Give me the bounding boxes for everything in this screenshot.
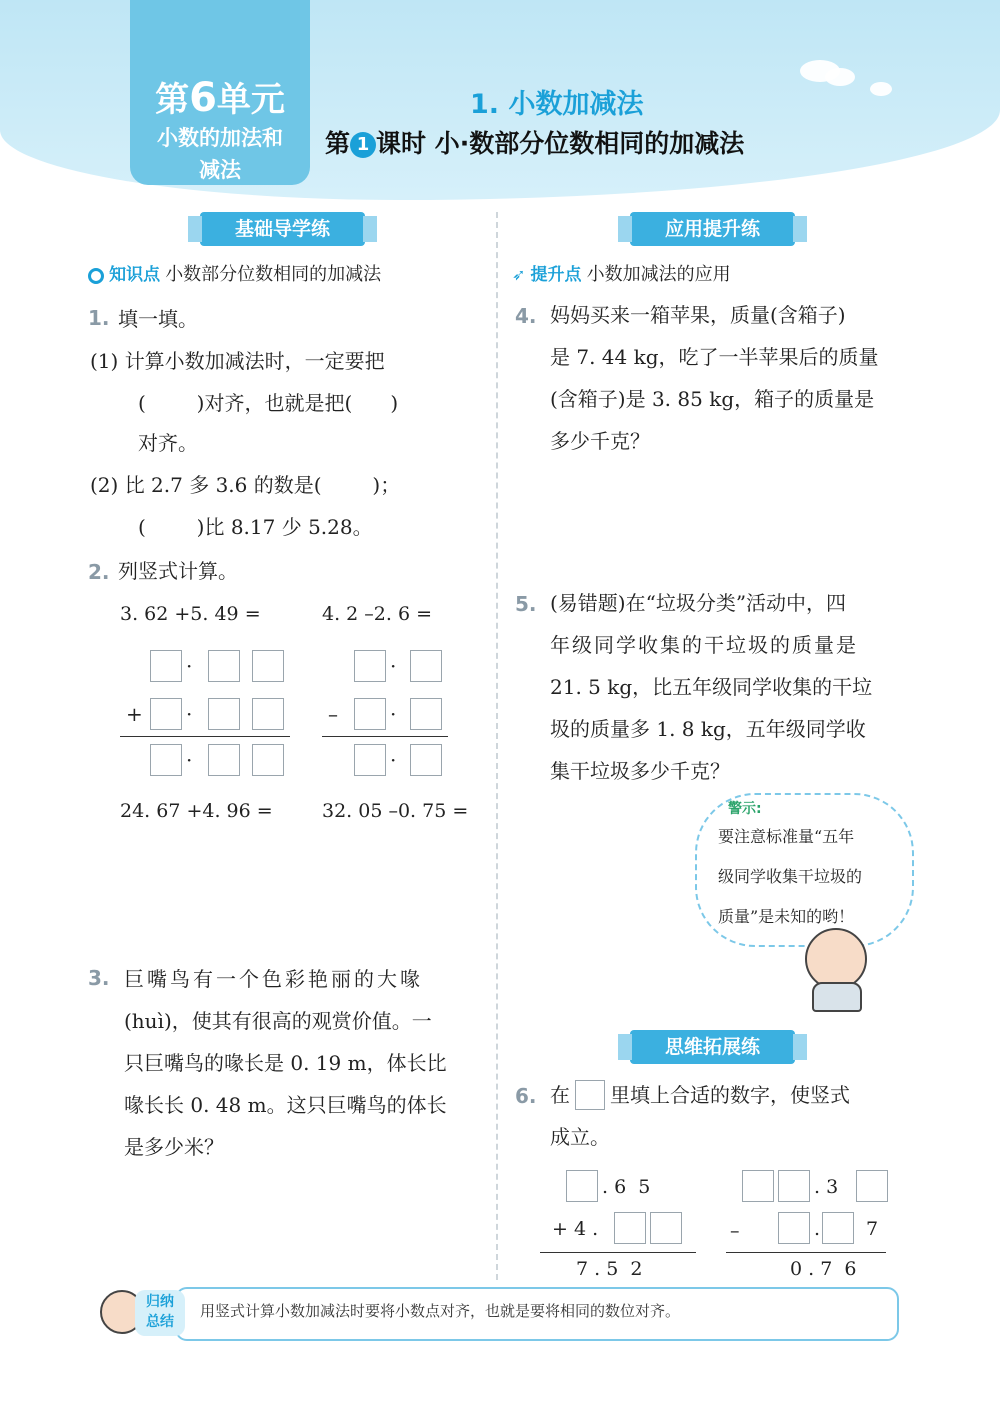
minus-sign: – [328,702,338,726]
calc-rule [322,736,448,737]
q2-title: 列竖式计算。 [118,559,238,583]
q4-line4: 多少千克？ [550,429,650,453]
cartoon-boy-avatar [805,928,867,990]
q5-line1: (易错题)在“垃圾分类”活动中，四 [550,591,847,615]
q3-line4: 喙长长 0. 48 m。这只巨嘴鸟的体长 [124,1093,447,1117]
tip-line1: 要注意标准量“五年 [718,827,855,846]
answer-box[interactable] [354,698,386,730]
q6-a-top: . 6 5 [602,1176,651,1198]
decimal-point: · [186,654,193,678]
period-title [325,124,744,160]
answer-box[interactable] [252,698,284,730]
answer-box[interactable] [822,1212,854,1244]
calc-rule [726,1252,886,1253]
q5-line2: 年级同学收集的干垃圾的质量是 [550,633,858,657]
upgrade-text: 小数加减法的应用 [586,264,731,285]
answer-box[interactable] [354,650,386,682]
plus-sign: + [126,702,143,726]
cloud-decoration [870,82,892,96]
period-suffix: 课时 小·数部分位数相同的加减法 [376,129,745,158]
q4-number: 4. [515,304,537,328]
cartoon-boy-body [812,982,862,1012]
unit-title [130,72,310,121]
q5-line3: 21. 5 kg，比五年级同学收集的干垃 [550,675,873,699]
unit-box [130,0,310,185]
decimal-point: · [390,654,397,678]
section-ribbon-thinking: 思维拓展练 [630,1030,795,1064]
tip-line2: 级同学收集干垃圾的 [718,867,863,886]
unit-prefix: 第 [155,80,190,120]
decimal-point: · [186,702,193,726]
q6-b-result: 0 . 7 6 [790,1258,857,1280]
answer-box[interactable] [856,1170,888,1202]
answer-box[interactable] [614,1212,646,1244]
cloud-decoration [825,68,855,86]
q3-line2: (huì)，使其有很高的观赏价值。一 [124,1009,432,1033]
answer-box[interactable] [575,1080,605,1110]
answer-box[interactable] [410,698,442,730]
answer-box[interactable] [208,650,240,682]
q2-expr-4: 32. 05 –0. 75 = [322,800,469,822]
q3-line5: 是多少米？ [124,1135,224,1159]
tip-label: 警示: [728,801,762,817]
answer-box[interactable] [778,1170,810,1202]
knowledge-text: 小数部分位数相同的加减法 [165,264,382,285]
knowledge-tag: 知识点 [109,265,161,285]
unit-subtitle-2: 减法 [199,158,241,182]
answer-box[interactable] [410,744,442,776]
period-prefix: 第 [325,129,351,158]
answer-box[interactable] [252,744,284,776]
summary-text: 用竖式计算小数加减法时要将小数点对齐，也就是要将相同的数位对齐。 [200,1302,681,1320]
summary-badge-line2: 总结 [146,1314,174,1330]
unit-subtitle-1: 小数的加法和 [157,126,283,150]
q1-p2-line2: ( )比 8.17 少 5.28。 [138,515,373,539]
q2-expr-1: 3. 62 +5. 49 = [120,603,261,625]
unit-suffix: 单元 [216,80,285,120]
lesson-title: 1. 小数加减法 [470,89,644,120]
q2-expr-3: 24. 67 +4. 96 = [120,800,273,822]
target-icon [88,268,104,284]
q6-line1a: 在 [550,1083,570,1107]
answer-box[interactable] [208,744,240,776]
upgrade-tag: 提升点 [530,265,582,285]
q5-number: 5. [515,592,537,616]
q6-line2: 成立。 [550,1125,610,1149]
unit-number: 6 [189,75,217,121]
answer-box[interactable] [150,650,182,682]
decimal-point: · [390,748,397,772]
q6-b-minus: – [730,1220,740,1242]
column-divider [496,212,498,1280]
q1-p1-line1: (1) 计算小数加减法时，一定要把 [90,349,385,373]
answer-box[interactable] [150,698,182,730]
decimal-point: · [186,748,193,772]
q6-a-result: 7 . 5 2 [576,1258,643,1280]
q5-line4: 圾的质量多 1. 8 kg，五年级同学收 [550,717,866,741]
upgrade-point [512,260,731,286]
period-number-badge: 1 [350,132,376,158]
q1-title: 填一填。 [118,307,198,331]
tip-line3: 质量”是未知的哟！ [718,907,855,926]
q1-p1-line2: ( )对齐，也就是把( ) [138,391,399,415]
calc-rule [540,1252,696,1253]
decimal-point: · [390,702,397,726]
q6-b-top-dot: . 3 [814,1176,839,1198]
rocket-icon: ➶ [512,265,526,284]
q5-line5: 集干垃圾多少千克？ [550,759,730,783]
q4-line2: 是 7. 44 kg，吃了一半苹果后的质量 [550,345,879,369]
q6-number: 6. [515,1084,537,1108]
q2-number: 2. [88,560,110,584]
answer-box[interactable] [410,650,442,682]
answer-box[interactable] [252,650,284,682]
q1-p2-line1: (2) 比 2.7 多 3.6 的数是( )； [90,473,401,497]
q2-expr-2: 4. 2 –2. 6 = [322,603,433,625]
answer-box[interactable] [778,1212,810,1244]
summary-badge [135,1290,185,1336]
calc-rule [120,736,290,737]
q6-b-mid-digit: 7 [866,1218,879,1240]
answer-box[interactable] [354,744,386,776]
section-ribbon-basic: 基础导学练 [200,212,365,246]
q6-a-mid: + 4 . [552,1218,599,1240]
q4-line3: (含箱子)是 3. 85 kg，箱子的质量是 [550,387,875,411]
q3-line1: 巨嘴鸟有一个色彩艳丽的大喙 [124,967,423,991]
q3-line3: 只巨嘴鸟的喙长是 0. 19 m，体长比 [124,1051,447,1075]
q3-number: 3. [88,966,110,990]
q1-p1-line3: 对齐。 [138,431,198,455]
q6-b-mid-dot: . [814,1218,821,1240]
answer-box[interactable] [566,1170,598,1202]
q6-line1b: 里填上合适的数字，使竖式 [610,1083,850,1107]
answer-box[interactable] [150,744,182,776]
answer-box[interactable] [650,1212,682,1244]
q4-line1: 妈妈买来一箱苹果，质量(含箱子) [550,303,846,327]
summary-badge-line1: 归纳 [146,1294,174,1310]
q1-number: 1. [88,306,110,330]
section-ribbon-apply: 应用提升练 [630,212,795,246]
answer-box[interactable] [208,698,240,730]
knowledge-point [88,260,381,286]
answer-box[interactable] [742,1170,774,1202]
